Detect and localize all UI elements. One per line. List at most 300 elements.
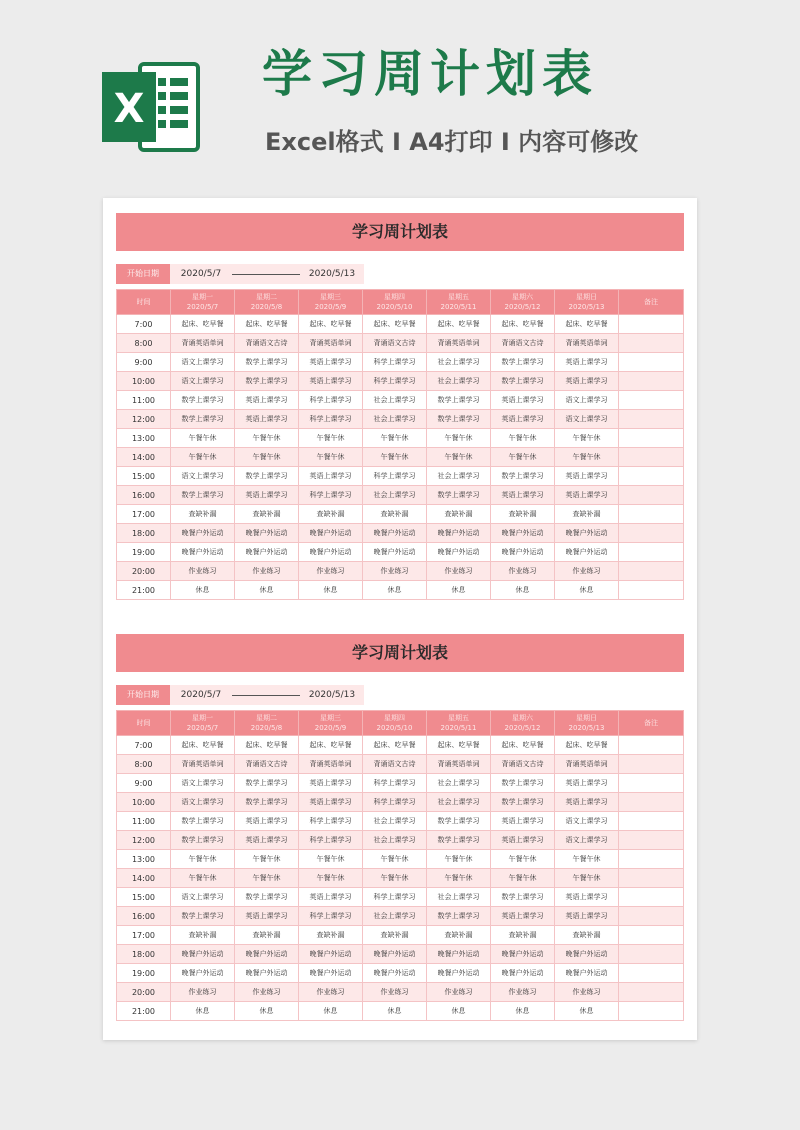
activity-cell[interactable]: 背诵语文古诗 <box>491 334 555 353</box>
activity-cell[interactable]: 数学上课学习 <box>235 774 299 793</box>
note-cell[interactable] <box>619 907 684 926</box>
activity-cell[interactable]: 作业练习 <box>427 562 491 581</box>
activity-cell[interactable]: 数学上课学习 <box>171 410 235 429</box>
note-cell[interactable] <box>619 410 684 429</box>
activity-cell[interactable]: 查缺补漏 <box>491 505 555 524</box>
activity-cell[interactable]: 休息 <box>555 581 619 600</box>
activity-cell[interactable]: 背诵语文古诗 <box>363 755 427 774</box>
activity-cell[interactable]: 午餐午休 <box>235 869 299 888</box>
activity-cell[interactable]: 起床、吃早餐 <box>171 315 235 334</box>
note-cell[interactable] <box>619 562 684 581</box>
activity-cell[interactable]: 社会上课学习 <box>363 812 427 831</box>
activity-cell[interactable]: 午餐午休 <box>363 850 427 869</box>
activity-cell[interactable]: 英语上课学习 <box>491 812 555 831</box>
activity-cell[interactable]: 起床、吃早餐 <box>491 315 555 334</box>
activity-cell[interactable]: 语文上课学习 <box>171 467 235 486</box>
activity-cell[interactable]: 科学上课学习 <box>299 907 363 926</box>
activity-cell[interactable]: 查缺补漏 <box>427 926 491 945</box>
activity-cell[interactable]: 英语上课学习 <box>299 888 363 907</box>
activity-cell[interactable]: 晚餐户外运动 <box>555 964 619 983</box>
activity-cell[interactable]: 查缺补漏 <box>171 926 235 945</box>
day-name: 星期四 <box>384 714 405 722</box>
activity-cell[interactable]: 休息 <box>555 1002 619 1021</box>
activity-cell[interactable]: 查缺补漏 <box>299 505 363 524</box>
banner <box>0 0 800 195</box>
activity-cell[interactable]: 英语上课学习 <box>235 486 299 505</box>
activity-cell[interactable]: 英语上课学习 <box>235 410 299 429</box>
activity-cell[interactable]: 社会上课学习 <box>363 410 427 429</box>
note-cell[interactable] <box>619 391 684 410</box>
activity-cell[interactable]: 语文上课学习 <box>171 793 235 812</box>
time-cell[interactable]: 9:00 <box>117 353 171 372</box>
activity-cell[interactable]: 社会上课学习 <box>363 831 427 850</box>
activity-cell[interactable]: 背诵英语单词 <box>555 755 619 774</box>
activity-cell[interactable]: 数学上课学习 <box>235 467 299 486</box>
activity-cell[interactable]: 作业练习 <box>299 983 363 1002</box>
time-cell[interactable]: 7:00 <box>117 736 171 755</box>
activity-cell[interactable]: 查缺补漏 <box>555 926 619 945</box>
table-row <box>117 945 684 964</box>
activity-cell[interactable]: 数学上课学习 <box>491 372 555 391</box>
activity-cell[interactable]: 晚餐户外运动 <box>171 964 235 983</box>
activity-cell[interactable]: 背诵语文古诗 <box>491 755 555 774</box>
activity-cell[interactable]: 背诵语文古诗 <box>363 334 427 353</box>
time-cell[interactable]: 13:00 <box>117 850 171 869</box>
activity-cell[interactable]: 查缺补漏 <box>299 926 363 945</box>
time-cell[interactable]: 20:00 <box>117 983 171 1002</box>
time-cell[interactable]: 17:00 <box>117 926 171 945</box>
activity-cell[interactable]: 科学上课学习 <box>299 391 363 410</box>
activity-cell[interactable]: 晚餐户外运动 <box>171 543 235 562</box>
note-cell[interactable] <box>619 581 684 600</box>
activity-cell[interactable]: 作业练习 <box>235 562 299 581</box>
activity-cell[interactable]: 午餐午休 <box>555 850 619 869</box>
activity-cell[interactable]: 休息 <box>491 1002 555 1021</box>
activity-cell[interactable]: 科学上课学习 <box>299 831 363 850</box>
activity-cell[interactable]: 背诵英语单词 <box>555 334 619 353</box>
activity-cell[interactable]: 起床、吃早餐 <box>235 315 299 334</box>
activity-cell[interactable]: 午餐午休 <box>427 429 491 448</box>
logo-letter: X <box>113 86 145 132</box>
activity-cell[interactable]: 晚餐户外运动 <box>363 964 427 983</box>
time-cell[interactable]: 8:00 <box>117 334 171 353</box>
activity-cell[interactable]: 社会上课学习 <box>427 467 491 486</box>
note-cell[interactable] <box>619 926 684 945</box>
activity-cell[interactable]: 起床、吃早餐 <box>235 736 299 755</box>
activity-cell[interactable]: 英语上课学习 <box>235 391 299 410</box>
time-cell[interactable]: 21:00 <box>117 1002 171 1021</box>
day-date: 2020/5/10 <box>376 303 413 311</box>
time-cell[interactable]: 18:00 <box>117 524 171 543</box>
activity-cell[interactable]: 英语上课学习 <box>555 888 619 907</box>
time-cell[interactable]: 17:00 <box>117 505 171 524</box>
activity-cell[interactable]: 英语上课学习 <box>491 486 555 505</box>
note-cell[interactable] <box>619 793 684 812</box>
activity-cell[interactable]: 科学上课学习 <box>299 410 363 429</box>
activity-cell[interactable]: 晚餐户外运动 <box>363 945 427 964</box>
day-name: 星期三 <box>320 714 341 722</box>
activity-cell[interactable]: 晚餐户外运动 <box>235 945 299 964</box>
activity-cell[interactable]: 午餐午休 <box>427 869 491 888</box>
activity-cell[interactable]: 晚餐户外运动 <box>555 524 619 543</box>
time-cell[interactable]: 7:00 <box>117 315 171 334</box>
activity-cell[interactable]: 作业练习 <box>363 983 427 1002</box>
activity-cell[interactable]: 午餐午休 <box>171 448 235 467</box>
table-header-row <box>117 290 684 315</box>
activity-cell[interactable]: 作业练习 <box>555 983 619 1002</box>
activity-cell[interactable]: 数学上课学习 <box>491 467 555 486</box>
time-cell[interactable]: 12:00 <box>117 831 171 850</box>
activity-cell[interactable]: 数学上课学习 <box>491 774 555 793</box>
table-row <box>117 926 684 945</box>
time-cell[interactable]: 21:00 <box>117 581 171 600</box>
note-cell[interactable] <box>619 315 684 334</box>
activity-cell[interactable]: 午餐午休 <box>491 429 555 448</box>
activity-cell[interactable]: 查缺补漏 <box>491 926 555 945</box>
activity-cell[interactable]: 科学上课学习 <box>363 372 427 391</box>
activity-cell[interactable]: 语文上课学习 <box>171 353 235 372</box>
time-cell[interactable]: 16:00 <box>117 486 171 505</box>
activity-cell[interactable]: 晚餐户外运动 <box>171 524 235 543</box>
activity-cell[interactable]: 休息 <box>491 581 555 600</box>
activity-cell[interactable]: 午餐午休 <box>171 850 235 869</box>
activity-cell[interactable]: 午餐午休 <box>555 429 619 448</box>
activity-cell[interactable]: 数学上课学习 <box>235 888 299 907</box>
end-date[interactable]: 2020/5/13 <box>308 690 356 700</box>
activity-cell[interactable]: 英语上课学习 <box>299 467 363 486</box>
time-cell[interactable]: 18:00 <box>117 945 171 964</box>
activity-cell[interactable]: 查缺补漏 <box>555 505 619 524</box>
activity-cell[interactable]: 数学上课学习 <box>491 888 555 907</box>
activity-cell[interactable]: 数学上课学习 <box>235 372 299 391</box>
activity-cell[interactable]: 午餐午休 <box>491 850 555 869</box>
activity-cell[interactable]: 英语上课学习 <box>299 793 363 812</box>
activity-cell[interactable]: 英语上课学习 <box>555 907 619 926</box>
activity-cell[interactable]: 起床、吃早餐 <box>299 736 363 755</box>
activity-cell[interactable]: 午餐午休 <box>235 448 299 467</box>
note-cell[interactable] <box>619 964 684 983</box>
activity-cell[interactable]: 数学上课学习 <box>171 831 235 850</box>
time-cell[interactable]: 13:00 <box>117 429 171 448</box>
time-cell[interactable]: 10:00 <box>117 793 171 812</box>
day-column-header <box>555 711 619 736</box>
start-date[interactable]: 2020/5/7 <box>180 690 222 700</box>
activity-cell[interactable]: 数学上课学习 <box>171 391 235 410</box>
activity-cell[interactable]: 起床、吃早餐 <box>427 315 491 334</box>
activity-cell[interactable]: 数学上课学习 <box>427 812 491 831</box>
activity-cell[interactable]: 语文上课学习 <box>171 372 235 391</box>
time-cell[interactable]: 20:00 <box>117 562 171 581</box>
activity-cell[interactable]: 语文上课学习 <box>555 391 619 410</box>
activity-cell[interactable]: 起床、吃早餐 <box>171 736 235 755</box>
note-cell[interactable] <box>619 736 684 755</box>
activity-cell[interactable]: 英语上课学习 <box>491 391 555 410</box>
note-cell[interactable] <box>619 1002 684 1021</box>
activity-cell[interactable]: 语文上课学习 <box>171 774 235 793</box>
activity-cell[interactable]: 午餐午休 <box>299 850 363 869</box>
day-column-header <box>363 290 427 315</box>
activity-cell[interactable]: 午餐午休 <box>299 869 363 888</box>
activity-cell[interactable]: 午餐午休 <box>491 448 555 467</box>
activity-cell[interactable]: 科学上课学习 <box>299 486 363 505</box>
time-cell[interactable]: 19:00 <box>117 964 171 983</box>
activity-cell[interactable]: 晚餐户外运动 <box>491 543 555 562</box>
activity-cell[interactable]: 午餐午休 <box>171 429 235 448</box>
activity-cell[interactable]: 午餐午休 <box>555 869 619 888</box>
activity-cell[interactable]: 英语上课学习 <box>555 486 619 505</box>
table-row <box>117 581 684 600</box>
activity-cell[interactable]: 科学上课学习 <box>363 793 427 812</box>
note-cell[interactable] <box>619 774 684 793</box>
activity-cell[interactable]: 晚餐户外运动 <box>299 543 363 562</box>
note-cell[interactable] <box>619 945 684 964</box>
activity-cell[interactable]: 午餐午休 <box>555 448 619 467</box>
activity-cell[interactable]: 作业练习 <box>235 983 299 1002</box>
activity-cell[interactable]: 社会上课学习 <box>427 888 491 907</box>
note-cell[interactable] <box>619 334 684 353</box>
note-cell[interactable] <box>619 543 684 562</box>
note-cell[interactable] <box>619 888 684 907</box>
activity-cell[interactable]: 数学上课学习 <box>491 353 555 372</box>
note-cell[interactable] <box>619 353 684 372</box>
activity-cell[interactable]: 作业练习 <box>491 562 555 581</box>
activity-cell[interactable]: 午餐午休 <box>427 850 491 869</box>
day-column-header <box>427 711 491 736</box>
activity-cell[interactable]: 背诵英语单词 <box>299 755 363 774</box>
activity-cell[interactable]: 起床、吃早餐 <box>491 736 555 755</box>
activity-cell[interactable]: 午餐午休 <box>235 429 299 448</box>
note-cell[interactable] <box>619 869 684 888</box>
activity-cell[interactable]: 午餐午休 <box>299 448 363 467</box>
activity-cell[interactable]: 英语上课学习 <box>491 410 555 429</box>
activity-cell[interactable]: 社会上课学习 <box>427 372 491 391</box>
note-cell[interactable] <box>619 448 684 467</box>
activity-cell[interactable]: 英语上课学习 <box>555 774 619 793</box>
end-date[interactable]: 2020/5/13 <box>308 269 356 279</box>
note-cell[interactable] <box>619 755 684 774</box>
activity-cell[interactable]: 背诵英语单词 <box>171 334 235 353</box>
activity-cell[interactable]: 语文上课学习 <box>555 812 619 831</box>
table-row <box>117 562 684 581</box>
activity-cell[interactable]: 英语上课学习 <box>555 353 619 372</box>
activity-cell[interactable]: 数学上课学习 <box>171 812 235 831</box>
note-cell[interactable] <box>619 812 684 831</box>
activity-cell[interactable]: 晚餐户外运动 <box>555 945 619 964</box>
table-row <box>117 736 684 755</box>
activity-cell[interactable]: 英语上课学习 <box>299 774 363 793</box>
activity-cell[interactable]: 数学上课学习 <box>427 907 491 926</box>
activity-cell[interactable]: 晚餐户外运动 <box>299 945 363 964</box>
activity-cell[interactable]: 社会上课学习 <box>427 793 491 812</box>
time-cell[interactable]: 8:00 <box>117 755 171 774</box>
date-range <box>170 685 364 705</box>
activity-cell[interactable]: 晚餐户外运动 <box>427 964 491 983</box>
activity-cell[interactable]: 作业练习 <box>555 562 619 581</box>
time-cell[interactable]: 11:00 <box>117 391 171 410</box>
activity-cell[interactable]: 起床、吃早餐 <box>363 736 427 755</box>
activity-cell[interactable]: 社会上课学习 <box>363 907 427 926</box>
activity-cell[interactable]: 午餐午休 <box>491 869 555 888</box>
time-cell[interactable]: 16:00 <box>117 907 171 926</box>
activity-cell[interactable]: 科学上课学习 <box>363 888 427 907</box>
activity-cell[interactable]: 休息 <box>299 1002 363 1021</box>
activity-cell[interactable]: 社会上课学习 <box>363 486 427 505</box>
activity-cell[interactable]: 午餐午休 <box>299 429 363 448</box>
activity-cell[interactable]: 数学上课学习 <box>427 486 491 505</box>
activity-cell[interactable]: 英语上课学习 <box>555 467 619 486</box>
activity-cell[interactable]: 数学上课学习 <box>171 907 235 926</box>
activity-cell[interactable]: 作业练习 <box>491 983 555 1002</box>
activity-cell[interactable]: 英语上课学习 <box>555 793 619 812</box>
activity-cell[interactable]: 科学上课学习 <box>299 812 363 831</box>
schedule-sheet-2 <box>116 634 684 1021</box>
activity-cell[interactable]: 休息 <box>235 1002 299 1021</box>
activity-cell[interactable]: 数学上课学习 <box>427 410 491 429</box>
activity-cell[interactable]: 英语上课学习 <box>491 831 555 850</box>
activity-cell[interactable]: 晚餐户外运动 <box>171 945 235 964</box>
activity-cell[interactable]: 晚餐户外运动 <box>299 964 363 983</box>
activity-cell[interactable]: 社会上课学习 <box>363 391 427 410</box>
activity-cell[interactable]: 社会上课学习 <box>427 774 491 793</box>
note-cell[interactable] <box>619 486 684 505</box>
activity-cell[interactable]: 休息 <box>363 581 427 600</box>
activity-cell[interactable]: 背诵语文古诗 <box>235 755 299 774</box>
activity-cell[interactable]: 查缺补漏 <box>363 926 427 945</box>
activity-cell[interactable]: 查缺补漏 <box>363 505 427 524</box>
activity-cell[interactable]: 作业练习 <box>299 562 363 581</box>
activity-cell[interactable]: 午餐午休 <box>427 448 491 467</box>
activity-cell[interactable]: 语文上课学习 <box>171 888 235 907</box>
activity-cell[interactable]: 作业练习 <box>171 562 235 581</box>
activity-cell[interactable]: 作业练习 <box>171 983 235 1002</box>
activity-cell[interactable]: 数学上课学习 <box>235 793 299 812</box>
time-cell[interactable]: 14:00 <box>117 448 171 467</box>
activity-cell[interactable]: 晚餐户外运动 <box>235 543 299 562</box>
day-date: 2020/5/10 <box>376 724 413 732</box>
table-row <box>117 888 684 907</box>
table-row <box>117 391 684 410</box>
activity-cell[interactable]: 背诵语文古诗 <box>235 334 299 353</box>
activity-cell[interactable]: 背诵英语单词 <box>299 334 363 353</box>
activity-cell[interactable]: 科学上课学习 <box>363 467 427 486</box>
activity-cell[interactable]: 科学上课学习 <box>363 353 427 372</box>
activity-cell[interactable]: 起床、吃早餐 <box>363 315 427 334</box>
activity-cell[interactable]: 查缺补漏 <box>427 505 491 524</box>
time-cell[interactable]: 10:00 <box>117 372 171 391</box>
activity-cell[interactable]: 作业练习 <box>363 562 427 581</box>
activity-cell[interactable]: 晚餐户外运动 <box>427 945 491 964</box>
activity-cell[interactable]: 晚餐户外运动 <box>363 524 427 543</box>
activity-cell[interactable]: 休息 <box>427 581 491 600</box>
note-cell[interactable] <box>619 983 684 1002</box>
table-row <box>117 429 684 448</box>
time-cell[interactable]: 19:00 <box>117 543 171 562</box>
activity-cell[interactable]: 数学上课学习 <box>427 391 491 410</box>
activity-cell[interactable]: 英语上课学习 <box>235 907 299 926</box>
activity-cell[interactable]: 起床、吃早餐 <box>555 315 619 334</box>
activity-cell[interactable]: 起床、吃早餐 <box>299 315 363 334</box>
start-date[interactable]: 2020/5/7 <box>180 269 222 279</box>
activity-cell[interactable]: 晚餐户外运动 <box>363 543 427 562</box>
day-column-header <box>171 711 235 736</box>
activity-cell[interactable]: 查缺补漏 <box>235 926 299 945</box>
activity-cell[interactable]: 晚餐户外运动 <box>235 524 299 543</box>
activity-cell[interactable]: 作业练习 <box>427 983 491 1002</box>
activity-cell[interactable]: 背诵英语单词 <box>427 755 491 774</box>
time-cell[interactable]: 9:00 <box>117 774 171 793</box>
time-cell[interactable]: 15:00 <box>117 467 171 486</box>
activity-cell[interactable]: 数学上课学习 <box>491 793 555 812</box>
time-cell[interactable]: 12:00 <box>117 410 171 429</box>
activity-cell[interactable]: 晚餐户外运动 <box>491 964 555 983</box>
activity-cell[interactable]: 休息 <box>171 581 235 600</box>
activity-cell[interactable]: 晚餐户外运动 <box>491 524 555 543</box>
activity-cell[interactable]: 晚餐户外运动 <box>235 964 299 983</box>
activity-cell[interactable]: 英语上课学习 <box>235 812 299 831</box>
table-row <box>117 486 684 505</box>
note-cell[interactable] <box>619 372 684 391</box>
activity-cell[interactable]: 晚餐户外运动 <box>555 543 619 562</box>
schedule-table <box>116 289 684 600</box>
activity-cell[interactable]: 数学上课学习 <box>427 831 491 850</box>
activity-cell[interactable]: 背诵英语单词 <box>171 755 235 774</box>
note-cell[interactable] <box>619 831 684 850</box>
activity-cell[interactable]: 休息 <box>235 581 299 600</box>
activity-cell[interactable]: 晚餐户外运动 <box>427 524 491 543</box>
activity-cell[interactable]: 社会上课学习 <box>427 353 491 372</box>
activity-cell[interactable]: 午餐午休 <box>235 850 299 869</box>
activity-cell[interactable]: 休息 <box>299 581 363 600</box>
activity-cell[interactable]: 查缺补漏 <box>171 505 235 524</box>
activity-cell[interactable]: 语文上课学习 <box>555 831 619 850</box>
activity-cell[interactable]: 英语上课学习 <box>491 907 555 926</box>
activity-cell[interactable]: 晚餐户外运动 <box>299 524 363 543</box>
activity-cell[interactable]: 背诵英语单词 <box>427 334 491 353</box>
time-cell[interactable]: 11:00 <box>117 812 171 831</box>
activity-cell[interactable]: 语文上课学习 <box>555 410 619 429</box>
activity-cell[interactable]: 午餐午休 <box>363 448 427 467</box>
note-cell[interactable] <box>619 850 684 869</box>
activity-cell[interactable]: 休息 <box>363 1002 427 1021</box>
activity-cell[interactable]: 数学上课学习 <box>235 353 299 372</box>
note-cell[interactable] <box>619 429 684 448</box>
time-cell[interactable]: 15:00 <box>117 888 171 907</box>
activity-cell[interactable]: 晚餐户外运动 <box>427 543 491 562</box>
page-subtitle: Excel格式 I A4打印 I 内容可修改 <box>265 128 639 156</box>
time-cell[interactable]: 14:00 <box>117 869 171 888</box>
activity-cell[interactable]: 数学上课学习 <box>171 486 235 505</box>
note-cell[interactable] <box>619 524 684 543</box>
note-cell[interactable] <box>619 467 684 486</box>
activity-cell[interactable]: 英语上课学习 <box>235 831 299 850</box>
activity-cell[interactable]: 科学上课学习 <box>363 774 427 793</box>
activity-cell[interactable]: 午餐午休 <box>171 869 235 888</box>
day-date: 2020/5/9 <box>314 724 347 732</box>
activity-cell[interactable]: 英语上课学习 <box>299 353 363 372</box>
activity-cell[interactable]: 休息 <box>171 1002 235 1021</box>
activity-cell[interactable]: 英语上课学习 <box>555 372 619 391</box>
activity-cell[interactable]: 起床、吃早餐 <box>555 736 619 755</box>
activity-cell[interactable]: 晚餐户外运动 <box>491 945 555 964</box>
activity-cell[interactable]: 查缺补漏 <box>235 505 299 524</box>
day-name: 星期二 <box>256 714 277 722</box>
activity-cell[interactable]: 午餐午休 <box>363 429 427 448</box>
activity-cell[interactable]: 英语上课学习 <box>299 372 363 391</box>
activity-cell[interactable]: 午餐午休 <box>363 869 427 888</box>
note-cell[interactable] <box>619 505 684 524</box>
activity-cell[interactable]: 起床、吃早餐 <box>427 736 491 755</box>
activity-cell[interactable]: 休息 <box>427 1002 491 1021</box>
